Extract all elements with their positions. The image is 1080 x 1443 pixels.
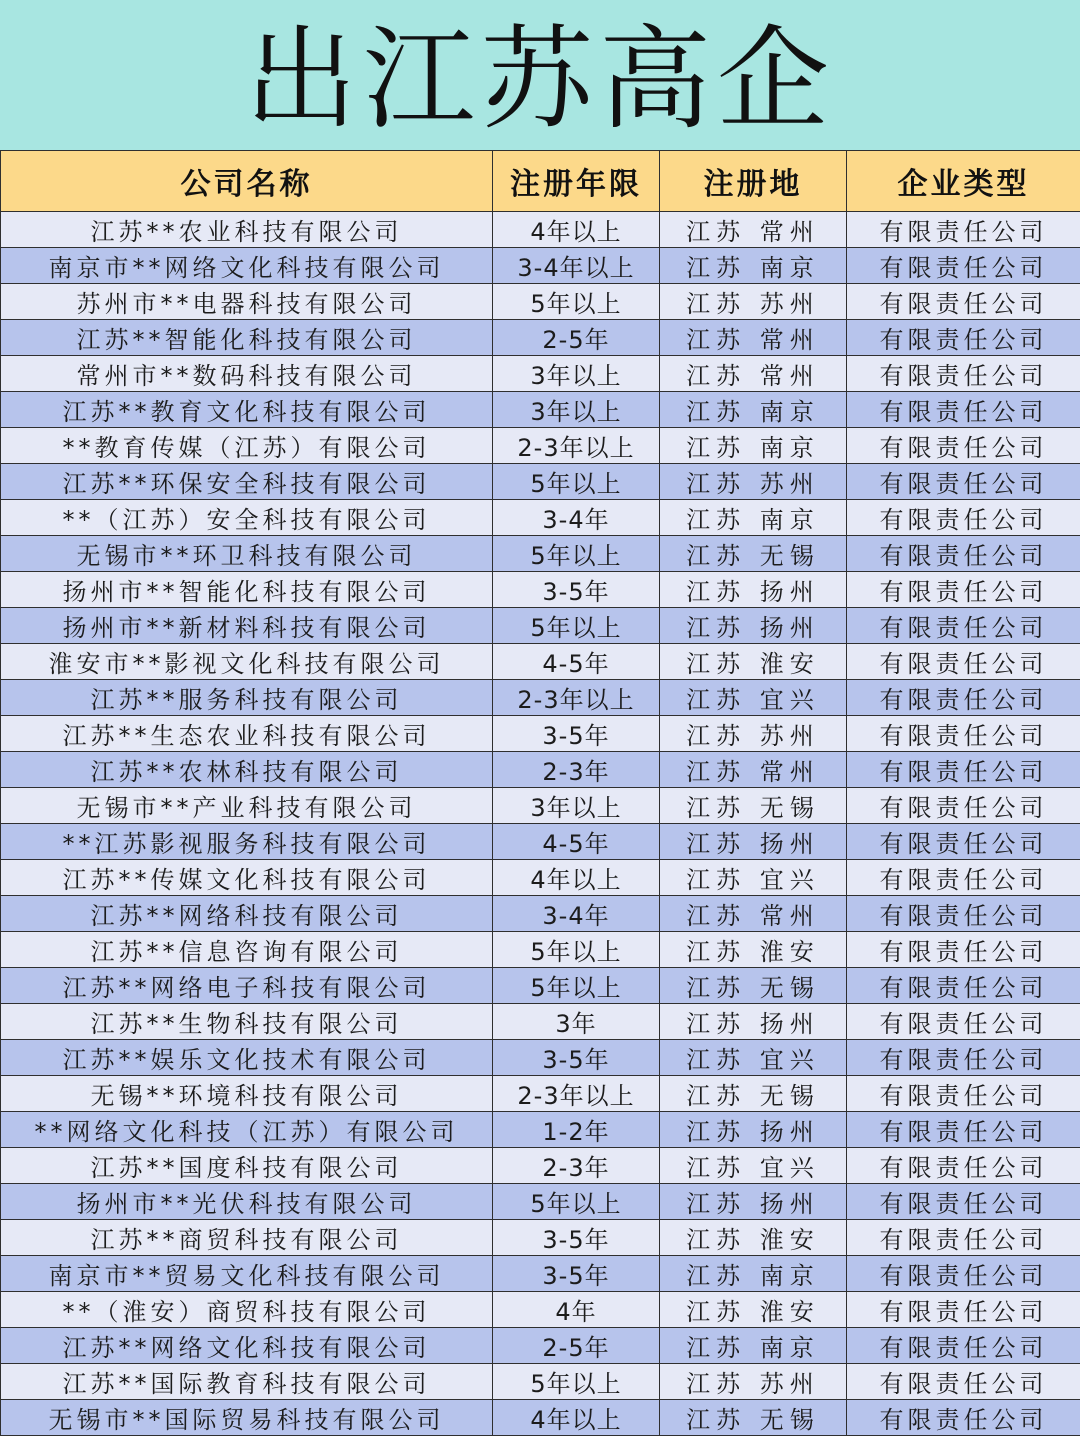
table-row [1,1148,1080,1184]
cell-company-type: 有限责任公司 [847,752,1080,788]
cell-company-type: 有限责任公司 [847,788,1080,824]
cell-registration-place: 江苏 扬州 [660,1184,847,1220]
cell-company-name: 南京市**贸易文化科技有限公司 [1,1256,493,1292]
cell-registration-years: 3-4年 [493,500,660,536]
cell-registration-years: 3-5年 [493,572,660,608]
table-row [1,968,1080,1004]
cell-company-type: 有限责任公司 [847,284,1080,320]
cell-registration-years: 4-5年 [493,824,660,860]
table-row [1,680,1080,716]
table-row [1,1004,1080,1040]
cell-registration-years: 3-5年 [493,1220,660,1256]
cell-registration-place: 江苏 宜兴 [660,680,847,716]
cell-company-type: 有限责任公司 [847,248,1080,284]
table-row [1,1076,1080,1112]
cell-registration-place: 江苏 苏州 [660,1364,847,1400]
cell-company-type: 有限责任公司 [847,860,1080,896]
cell-registration-place: 江苏 常州 [660,896,847,932]
cell-registration-years: 3年以上 [493,392,660,428]
cell-company-type: 有限责任公司 [847,896,1080,932]
cell-registration-place: 江苏 南京 [660,392,847,428]
table-row [1,212,1080,248]
cell-registration-place: 江苏 淮安 [660,932,847,968]
cell-registration-place: 江苏 淮安 [660,644,847,680]
cell-registration-place: 江苏 无锡 [660,1400,847,1436]
cell-company-type: 有限责任公司 [847,1328,1080,1364]
table-row [1,392,1080,428]
cell-company-type: 有限责任公司 [847,1112,1080,1148]
cell-registration-years: 3年以上 [493,788,660,824]
cell-company-name: **教育传媒（江苏）有限公司 [1,428,493,464]
cell-company-name: 无锡市**国际贸易科技有限公司 [1,1400,493,1436]
cell-registration-years: 3-5年 [493,1040,660,1076]
table-row [1,608,1080,644]
table-row [1,1292,1080,1328]
cell-company-type: 有限责任公司 [847,1040,1080,1076]
column-header-company-type: 企业类型 [847,151,1080,212]
cell-company-type: 有限责任公司 [847,824,1080,860]
cell-company-name: **江苏影视服务科技有限公司 [1,824,493,860]
cell-company-name: 江苏**服务科技有限公司 [1,680,493,716]
table-row [1,896,1080,932]
cell-company-name: 江苏**网络文化科技有限公司 [1,1328,493,1364]
column-header-registration-years: 注册年限 [493,151,660,212]
cell-registration-years: 4年以上 [493,860,660,896]
cell-company-type: 有限责任公司 [847,644,1080,680]
table-header-row [1,151,1080,212]
cell-registration-place: 江苏 无锡 [660,968,847,1004]
cell-registration-place: 江苏 扬州 [660,572,847,608]
cell-registration-years: 3-4年 [493,896,660,932]
table-row [1,788,1080,824]
cell-company-name: 江苏**国度科技有限公司 [1,1148,493,1184]
cell-company-name: 苏州市**电器科技有限公司 [1,284,493,320]
cell-registration-years: 3-5年 [493,716,660,752]
cell-company-name: 常州市**数码科技有限公司 [1,356,493,392]
table-row [1,572,1080,608]
cell-registration-place: 江苏 扬州 [660,608,847,644]
cell-registration-years: 3-5年 [493,1256,660,1292]
cell-registration-place: 江苏 宜兴 [660,1040,847,1076]
cell-registration-place: 江苏 常州 [660,356,847,392]
cell-company-type: 有限责任公司 [847,1256,1080,1292]
cell-registration-years: 5年以上 [493,932,660,968]
cell-company-name: 江苏**农林科技有限公司 [1,752,493,788]
cell-company-type: 有限责任公司 [847,716,1080,752]
cell-company-name: 扬州市**光伏科技有限公司 [1,1184,493,1220]
cell-company-name: 江苏**教育文化科技有限公司 [1,392,493,428]
cell-company-type: 有限责任公司 [847,1184,1080,1220]
cell-registration-place: 江苏 苏州 [660,284,847,320]
cell-registration-years: 2-3年以上 [493,680,660,716]
table-row [1,356,1080,392]
cell-company-type: 有限责任公司 [847,572,1080,608]
cell-company-name: 江苏**生物科技有限公司 [1,1004,493,1040]
cell-registration-years: 4年 [493,1292,660,1328]
cell-company-name: 江苏**娱乐文化技术有限公司 [1,1040,493,1076]
cell-registration-years: 5年以上 [493,608,660,644]
cell-registration-place: 江苏 南京 [660,500,847,536]
cell-company-type: 有限责任公司 [847,392,1080,428]
cell-company-name: **网络文化科技（江苏）有限公司 [1,1112,493,1148]
cell-registration-years: 1-2年 [493,1112,660,1148]
page-title: 出江苏高企 [245,15,835,145]
cell-registration-place: 江苏 苏州 [660,464,847,500]
cell-registration-place: 江苏 扬州 [660,1112,847,1148]
table-row [1,824,1080,860]
cell-company-name: 南京市**网络文化科技有限公司 [1,248,493,284]
table-row [1,464,1080,500]
cell-registration-place: 江苏 宜兴 [660,860,847,896]
company-table [0,150,1080,1436]
cell-company-name: 无锡市**环卫科技有限公司 [1,536,493,572]
cell-company-type: 有限责任公司 [847,1364,1080,1400]
cell-company-name: 江苏**农业科技有限公司 [1,212,493,248]
cell-registration-place: 江苏 无锡 [660,788,847,824]
cell-company-name: 江苏**商贸科技有限公司 [1,1220,493,1256]
cell-company-type: 有限责任公司 [847,500,1080,536]
table-row [1,860,1080,896]
cell-registration-place: 江苏 淮安 [660,1220,847,1256]
table-row [1,1400,1080,1436]
cell-registration-years: 5年以上 [493,464,660,500]
table-row [1,1040,1080,1076]
table-row [1,932,1080,968]
table-body [1,212,1080,1436]
cell-registration-place: 江苏 南京 [660,1256,847,1292]
table-row [1,716,1080,752]
cell-company-name: **（淮安）商贸科技有限公司 [1,1292,493,1328]
cell-company-type: 有限责任公司 [847,1220,1080,1256]
cell-company-type: 有限责任公司 [847,968,1080,1004]
cell-registration-years: 3年 [493,1004,660,1040]
cell-registration-years: 5年以上 [493,1184,660,1220]
cell-registration-place: 江苏 无锡 [660,536,847,572]
cell-company-name: 淮安市**影视文化科技有限公司 [1,644,493,680]
cell-company-name: 江苏**国际教育科技有限公司 [1,1364,493,1400]
column-header-company-name: 公司名称 [1,151,493,212]
cell-registration-place: 江苏 常州 [660,320,847,356]
cell-company-name: 江苏**网络科技有限公司 [1,896,493,932]
cell-registration-years: 3年以上 [493,356,660,392]
cell-registration-place: 江苏 常州 [660,212,847,248]
cell-registration-years: 5年以上 [493,1364,660,1400]
table-row [1,248,1080,284]
cell-company-type: 有限责任公司 [847,1004,1080,1040]
cell-company-type: 有限责任公司 [847,212,1080,248]
cell-company-type: 有限责任公司 [847,1400,1080,1436]
table-row [1,644,1080,680]
cell-registration-years: 2-5年 [493,1328,660,1364]
cell-registration-years: 2-5年 [493,320,660,356]
cell-company-name: 江苏**生态农业科技有限公司 [1,716,493,752]
cell-registration-years: 2-3年以上 [493,428,660,464]
cell-registration-years: 4年以上 [493,212,660,248]
cell-company-type: 有限责任公司 [847,608,1080,644]
cell-company-type: 有限责任公司 [847,932,1080,968]
cell-registration-years: 2-3年 [493,752,660,788]
cell-company-name: 扬州市**智能化科技有限公司 [1,572,493,608]
cell-registration-place: 江苏 南京 [660,1328,847,1364]
table-row [1,1364,1080,1400]
cell-registration-place: 江苏 苏州 [660,716,847,752]
table-row [1,1184,1080,1220]
cell-company-name: 江苏**信息咨询有限公司 [1,932,493,968]
table-row [1,1220,1080,1256]
cell-registration-place: 江苏 淮安 [660,1292,847,1328]
cell-registration-place: 江苏 扬州 [660,824,847,860]
table-row [1,1112,1080,1148]
table-row [1,284,1080,320]
table-row [1,1328,1080,1364]
cell-company-name: 无锡**环境科技有限公司 [1,1076,493,1112]
title-banner [0,0,1080,150]
cell-registration-place: 江苏 南京 [660,428,847,464]
cell-registration-years: 4年以上 [493,1400,660,1436]
table-row [1,428,1080,464]
cell-registration-years: 5年以上 [493,536,660,572]
cell-registration-years: 5年以上 [493,284,660,320]
cell-registration-years: 4-5年 [493,644,660,680]
cell-company-name: 江苏**传媒文化科技有限公司 [1,860,493,896]
cell-company-type: 有限责任公司 [847,428,1080,464]
cell-registration-place: 江苏 扬州 [660,1004,847,1040]
cell-registration-place: 江苏 南京 [660,248,847,284]
cell-registration-place: 江苏 常州 [660,752,847,788]
cell-company-type: 有限责任公司 [847,680,1080,716]
table-row [1,320,1080,356]
cell-company-type: 有限责任公司 [847,1148,1080,1184]
cell-company-name: 江苏**网络电子科技有限公司 [1,968,493,1004]
cell-company-type: 有限责任公司 [847,464,1080,500]
column-header-registration-place: 注册地 [660,151,847,212]
cell-company-type: 有限责任公司 [847,1076,1080,1112]
cell-company-name: 无锡市**产业科技有限公司 [1,788,493,824]
cell-registration-place: 江苏 宜兴 [660,1148,847,1184]
table-row [1,536,1080,572]
cell-registration-years: 3-4年以上 [493,248,660,284]
cell-registration-place: 江苏 无锡 [660,1076,847,1112]
table-row [1,500,1080,536]
cell-company-type: 有限责任公司 [847,1292,1080,1328]
table-row [1,1256,1080,1292]
cell-company-type: 有限责任公司 [847,320,1080,356]
cell-company-name: 扬州市**新材料科技有限公司 [1,608,493,644]
cell-registration-years: 2-3年以上 [493,1076,660,1112]
cell-company-type: 有限责任公司 [847,536,1080,572]
cell-company-type: 有限责任公司 [847,356,1080,392]
cell-company-name: 江苏**环保安全科技有限公司 [1,464,493,500]
cell-company-name: **（江苏）安全科技有限公司 [1,500,493,536]
table-row [1,752,1080,788]
cell-registration-years: 5年以上 [493,968,660,1004]
cell-registration-years: 2-3年 [493,1148,660,1184]
cell-company-name: 江苏**智能化科技有限公司 [1,320,493,356]
